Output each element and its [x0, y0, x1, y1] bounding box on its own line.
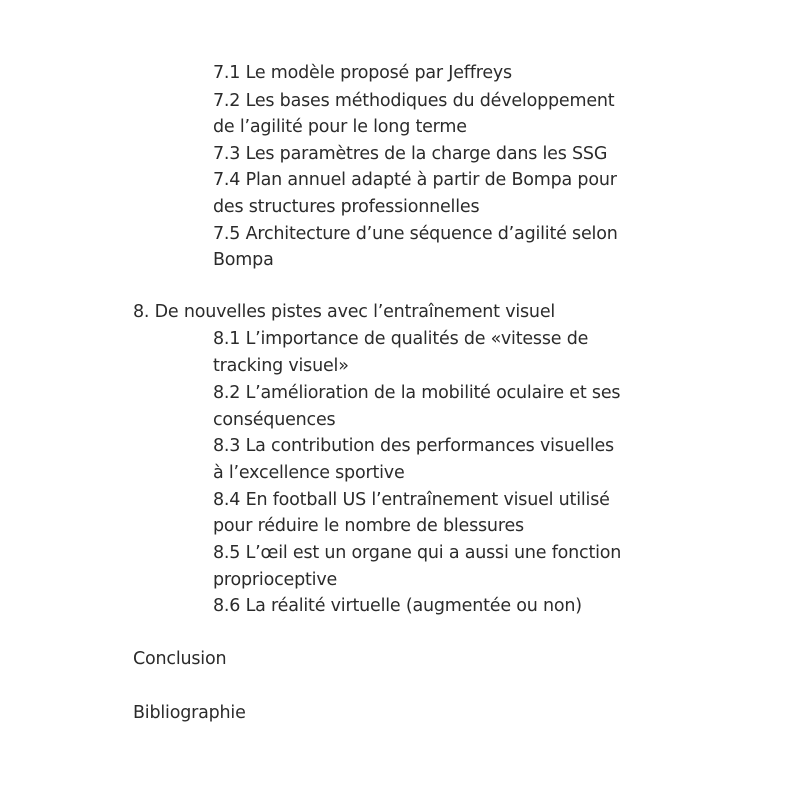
toc-entry-7-2: 7.2 Les bases méthodiques du développement	[213, 91, 615, 111]
toc-entry-8-4: 8.4 En football US l’entraînement visuel utilisé	[213, 490, 610, 510]
toc-entry-7-3: 7.3 Les paramètres de la charge dans les SSG	[213, 144, 608, 164]
toc-entry-8-2: 8.2 L’amélioration de la mobilité oculaire et ses	[213, 383, 621, 403]
toc-entry-8-6: 8.6 La réalité virtuelle (augmentée ou non)	[213, 596, 582, 616]
toc-entry-7-5: 7.5 Architecture d’une séquence d’agilité selon	[213, 224, 618, 244]
toc-entry-8-3-cont: à l’excellence sportive	[213, 463, 405, 483]
toc-entry-7-1: 7.1 Le modèle proposé par Jeffreys	[213, 63, 512, 83]
toc-entry-8-1-cont: tracking visuel»	[213, 356, 349, 376]
toc-entry-7-4-cont: des structures professionnelles	[213, 197, 480, 217]
toc-entry-8-4-cont: pour réduire le nombre de blessures	[213, 516, 524, 536]
toc-bibliography: Bibliographie	[133, 703, 246, 723]
toc-entry-8-2-cont: conséquences	[213, 410, 336, 430]
toc-entry-8-5-cont: proprioceptive	[213, 570, 338, 590]
toc-section-8-title: 8. De nouvelles pistes avec l’entraînement visuel	[133, 302, 556, 322]
toc-entry-7-5-cont: Bompa	[213, 250, 274, 270]
toc-entry-7-2-cont: de l’agilité pour le long terme	[213, 117, 467, 137]
toc-entry-8-1: 8.1 L’importance de qualités de «vitesse de	[213, 329, 589, 349]
toc-entry-7-4: 7.4 Plan annuel adapté à partir de Bompa pour	[213, 170, 617, 190]
toc-entry-8-5: 8.5 L’œil est un organe qui a aussi une fonction	[213, 543, 622, 563]
toc-conclusion: Conclusion	[133, 649, 227, 669]
toc-entry-8-3: 8.3 La contribution des performances visuelles	[213, 436, 614, 456]
